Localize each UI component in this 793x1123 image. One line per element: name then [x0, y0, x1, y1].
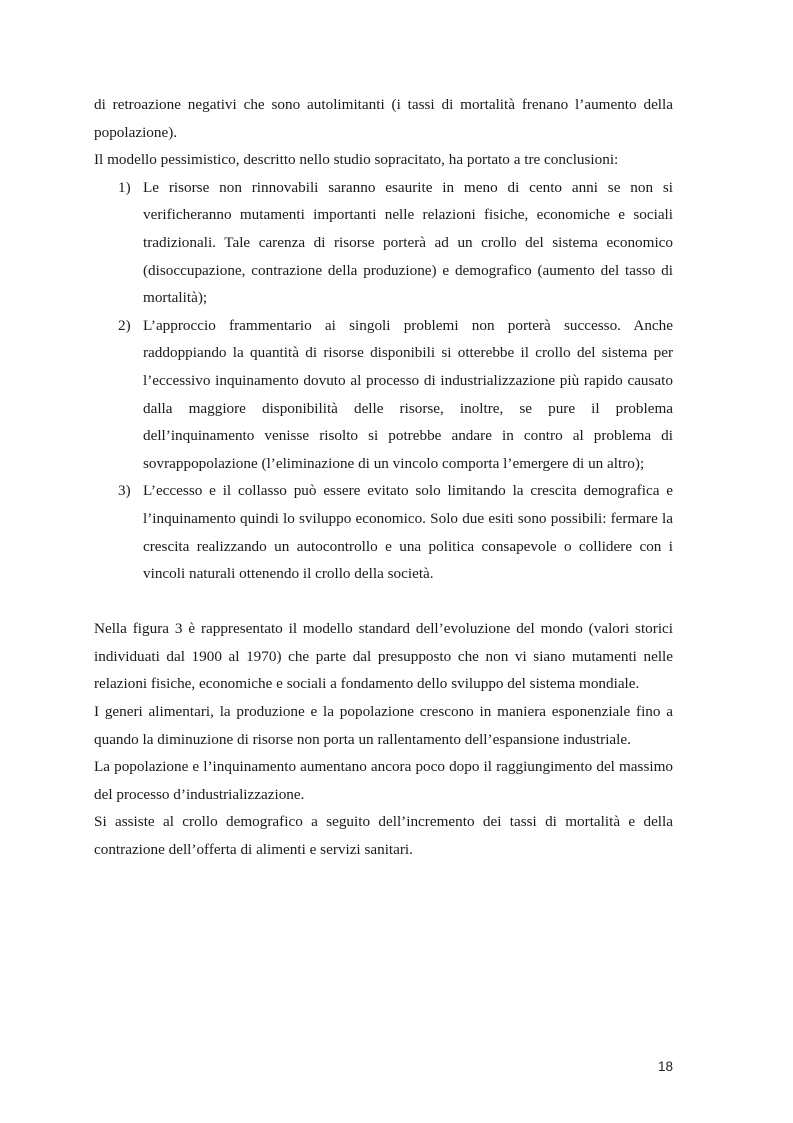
list-item-text: L’approccio frammentario ai singoli problemi non porterà successo. Anche raddoppiando la quantità di risorse disponibili si otterebbe il crollo del sistema per l’eccessivo inquinamento dovuto al processo di industrializzazione più rapido causato dalla maggiore disponibilità delle risorse, inoltre, se pure il problema dell’inquinamento venisse risolto si potrebbe andare in contro al problema di sovrappopolazione (l’eliminazione di un vincolo comporta l’emergere di un altro);: [143, 316, 673, 472]
list-item: [94, 312, 673, 478]
list-item: [94, 477, 673, 587]
intro-paragraph: di retroazione negativi che sono autolimitanti (i tassi di mortalità frenano l’aumento della popolazione).: [94, 96, 673, 141]
paragraph-spacer: [94, 588, 673, 616]
list-item-text: Le risorse non rinnovabili saranno esaurite in meno di cento anni se non si verificheranno mutamenti importanti nelle relazioni fisiche, economiche e sociali tradizionali. Tale carenza di risorse porterà ad un crollo del sistema economico (disoccupazione, contrazione della produzione) e demografico (aumento del tasso di mortalità);: [143, 178, 673, 307]
list-item-number: 1): [118, 178, 131, 196]
list-item: [94, 174, 673, 312]
page-number: 18: [657, 1059, 673, 1074]
conclusions-lead-in: Il modello pessimistico, descritto nello studio sopracitato, ha portato a tre conclusioni:: [94, 151, 619, 169]
body-paragraph: Si assiste al crollo demografico a seguito dell’incremento dei tassi di mortalità e della contrazione dell’offerta di alimenti e servizi sanitari.: [94, 813, 673, 859]
conclusions-list: [94, 174, 673, 588]
document-body: [94, 91, 673, 864]
body-paragraph: Nella figura 3 è rappresentato il modello standard dell’evoluzione del mondo (valori storici individuati dal 1900 al 1970) che parte dal presupposto che non vi siano mutamenti nelle relazioni fisiche, economiche e sociali a fondamento dello sviluppo del sistema mondiale.: [94, 620, 673, 693]
body-paragraph: I generi alimentari, la produzione e la popolazione crescono in maniera esponenziale fino a quando la diminuzione di risorse non porta un rallentamento dell’espansione industriale.: [94, 703, 673, 748]
list-item-number: 3): [118, 482, 131, 500]
list-item-number: 2): [118, 316, 131, 334]
body-paragraph: La popolazione e l’inquinamento aumentano ancora poco dopo il raggiungimento del massimo del processo d’industrializzazione.: [94, 758, 673, 803]
list-item-text: L’eccesso e il collasso può essere evitato solo limitando la crescita demografica e l’inquinamento quindi lo sviluppo economico. Solo due esiti sono possibili: fermare la crescita realizzando un autocontrollo e una politica consapevole o collidere con i vincoli naturali ottenendo il crollo della società.: [143, 482, 673, 583]
